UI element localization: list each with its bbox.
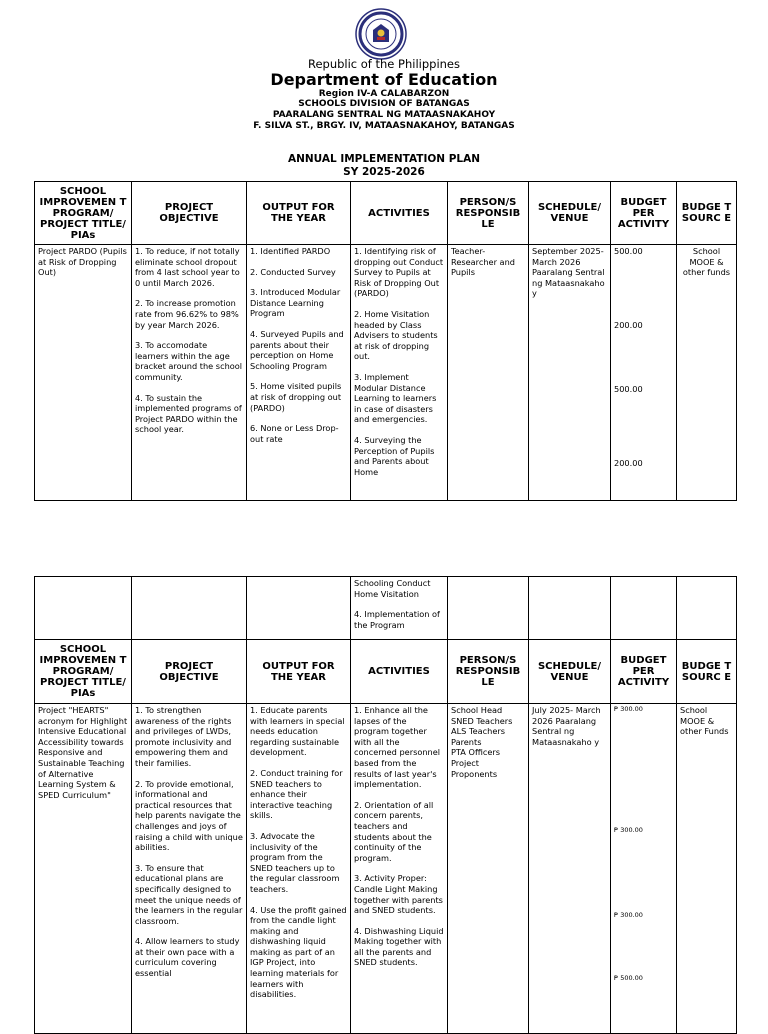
col-header-schedule: SCHEDULE/ VENUE xyxy=(529,640,611,704)
activity-item: 2. Orientation of all concern parents, teachers and students about the continuity of the program. xyxy=(354,799,434,863)
output-item: 1. Identified PARDO xyxy=(250,246,331,256)
objective-item: 2. To increase promotion rate from 96.62% to 98% by year March 2026. xyxy=(135,298,239,330)
output-item: 6. None or Less Drop-out rate xyxy=(250,423,339,444)
persons-cell: Teacher-Researcher and Pupils xyxy=(448,245,529,501)
budget-cell xyxy=(611,704,677,1034)
col-header-output: OUTPUT FOR THE YEAR xyxy=(247,640,351,704)
persons-cell: School Head SNED Teachers ALS Teachers Parents PTA Officers Project Proponents xyxy=(448,704,529,1034)
table-row xyxy=(35,577,737,640)
budget-value: 200.00 xyxy=(614,320,643,330)
header-republic: Republic of the Philippines xyxy=(307,57,461,71)
objective-cell xyxy=(132,704,247,1034)
budget-value: ₱ 300.00 xyxy=(614,826,643,834)
col-header-schedule: SCHEDULE/ VENUE xyxy=(529,182,611,245)
implementation-plan-table-2 xyxy=(34,576,737,1034)
budget-value: ₱ 300.00 xyxy=(614,911,643,919)
budget-cell xyxy=(611,245,677,501)
budget-value: 500.00 xyxy=(614,246,643,256)
col-header-budget: BUDGET PER ACTIVITY xyxy=(611,182,677,245)
col-header-program: SCHOOL IMPROVEMEN T PROGRAM/ PROJECT TITLE/ PIAs xyxy=(35,640,132,704)
activity-item: Schooling Conduct Home Visitation xyxy=(354,578,431,599)
budget-source-cell: School MOOE & other Funds xyxy=(677,704,737,1034)
objective-item: 1. To strengthen awareness of the rights and privileges of LWDs, promote inclusivity and empowering them and their families. xyxy=(135,705,232,768)
schedule-cell: July 2025- March 2026 Paaralang Sentral ng Mataasnakaho y xyxy=(529,704,611,1034)
objective-cell xyxy=(132,245,247,501)
budget-value: 200.00 xyxy=(614,458,643,468)
budget-value: 500.00 xyxy=(614,384,643,394)
objective-item: 2. To provide emotional, informational and practical resources that help parents navigate the challenges and joys of raising a child with unique abilities. xyxy=(135,778,243,853)
objective-item: 4. Allow learners to study at their own pace with a curriculum covering essential xyxy=(135,936,240,979)
activity-item: 2. Home Visitation headed by Class Advisers to students at risk of dropping out. xyxy=(354,308,438,362)
output-item: 1. Educate parents with learners in special needs education regarding sustainable development. xyxy=(250,705,345,758)
header-division: SCHOOLS DIVISION OF BATANGAS xyxy=(298,99,470,109)
col-header-source: BUDGE T SOURC E xyxy=(677,182,737,245)
table-row xyxy=(35,245,737,501)
objective-item: 3. To accomodate learners within the age bracket around the school community. xyxy=(135,340,243,382)
header-school: PAARALANG SENTRAL NG MATAASNAKAHOY xyxy=(272,110,496,120)
header-department: Department of Education xyxy=(270,70,498,89)
project-title-cell: Project PARDO (Pupils at Risk of Dropping Out) xyxy=(35,245,132,501)
table-row xyxy=(35,704,737,1034)
col-header-activities: ACTIVITIES xyxy=(351,640,448,704)
project-title-cell: Project "HEARTS" acronym for Highlight Intensive Educational Accessibility towards Responsive and Sustainable Teaching of Alternative Learning System & SPED Curriculum" xyxy=(35,704,132,1034)
col-header-persons: PERSON/S RESPONSIB LE xyxy=(448,182,529,245)
objective-item: 4. To sustain the implemented programs of Project PARDO within the school year. xyxy=(135,392,242,435)
schedule-cell: September 2025- March 2026 Paaralang Sentral ng Mataasnakaho y xyxy=(529,245,611,501)
activities-cell xyxy=(351,577,448,640)
deped-seal-logo xyxy=(355,8,407,60)
output-item: 2. Conduct training for SNED teachers to enhance their interactive teaching skills. xyxy=(250,767,343,821)
col-header-persons: PERSON/S RESPONSIB LE xyxy=(448,640,529,704)
col-header-output: OUTPUT FOR THE YEAR xyxy=(247,182,351,245)
output-cell xyxy=(247,245,351,501)
col-header-source: BUDGE T SOURC E xyxy=(677,640,737,704)
output-item: 4. Use the profit gained from the candle light making and dishwashing liquid making as part of an IGP Project, into learning materials for learners with disabilities. xyxy=(250,904,347,1000)
implementation-plan-table-1 xyxy=(34,181,737,501)
col-header-objective: PROJECT OBJECTIVE xyxy=(132,182,247,245)
output-item: 4. Surveyed Pupils and parents about their perception on Home Schooling Program xyxy=(250,328,344,371)
activity-item: 3. Implement Modular Distance Learning to learners in case of disasters and emergencies. xyxy=(354,371,437,425)
activity-item: 3. Activity Proper: Candle Light Making together with parents and SNED students. xyxy=(354,873,443,916)
col-header-objective: PROJECT OBJECTIVE xyxy=(132,640,247,704)
table-header-row xyxy=(35,640,737,704)
output-item: 3. Introduced Modular Distance Learning Program xyxy=(250,287,341,319)
activity-item: 4. Surveying the Perception of Pupils and Parents about Home xyxy=(354,434,435,477)
col-header-budget: BUDGET PER ACTIVITY xyxy=(611,640,677,704)
budget-value: ₱ 300.00 xyxy=(614,705,643,713)
activities-cell xyxy=(351,704,448,1034)
output-item: 5. Home visited pupils at risk of dropping out (PARDO) xyxy=(250,381,342,413)
objective-item: 1. To reduce, if not totally eliminate school dropout from 4 last school year to 0 until March 2026. xyxy=(135,246,240,288)
activity-item: 1. Enhance all the lapses of the program together with all the concerned personnel based from the results of last year's implementation. xyxy=(354,705,441,790)
budget-source-cell: School MOOE & other funds xyxy=(677,245,737,501)
col-header-activities: ACTIVITIES xyxy=(351,182,448,245)
header-address: F. SILVA ST., BRGY. IV, MATAASNAKAHOY, BATANGAS xyxy=(253,121,515,131)
output-item: 3. Advocate the inclusivity of the program from the SNED teachers up to the regular classroom teachers. xyxy=(250,830,340,894)
activity-item: 4. Dishwashing Liquid Making together with all the parents and SNED students. xyxy=(354,925,444,968)
activity-item: 1. Identifying risk of dropping out Conduct Survey to Pupils at Risk of Dropping Out (PARDO) xyxy=(354,246,444,299)
col-header-program: SCHOOL IMPROVEMEN T PROGRAM/ PROJECT TITLE/ PIAs xyxy=(35,182,132,245)
output-item: 2. Conducted Survey xyxy=(250,266,336,277)
table-header-row xyxy=(35,182,737,245)
budget-value: ₱ 500.00 xyxy=(614,974,643,982)
header-region: Region IV-A CALABARZON xyxy=(318,89,450,99)
activities-cell xyxy=(351,245,448,501)
document-title: ANNUAL IMPLEMENTATION PLAN xyxy=(287,153,481,165)
objective-item: 3. To ensure that educational plans are specifically designed to meet the unique needs of the learners in the regular classroom. xyxy=(135,862,243,926)
output-cell xyxy=(247,704,351,1034)
activity-item: 4. Implementation of the Program xyxy=(354,609,440,630)
school-year: SY 2025-2026 xyxy=(343,166,425,178)
